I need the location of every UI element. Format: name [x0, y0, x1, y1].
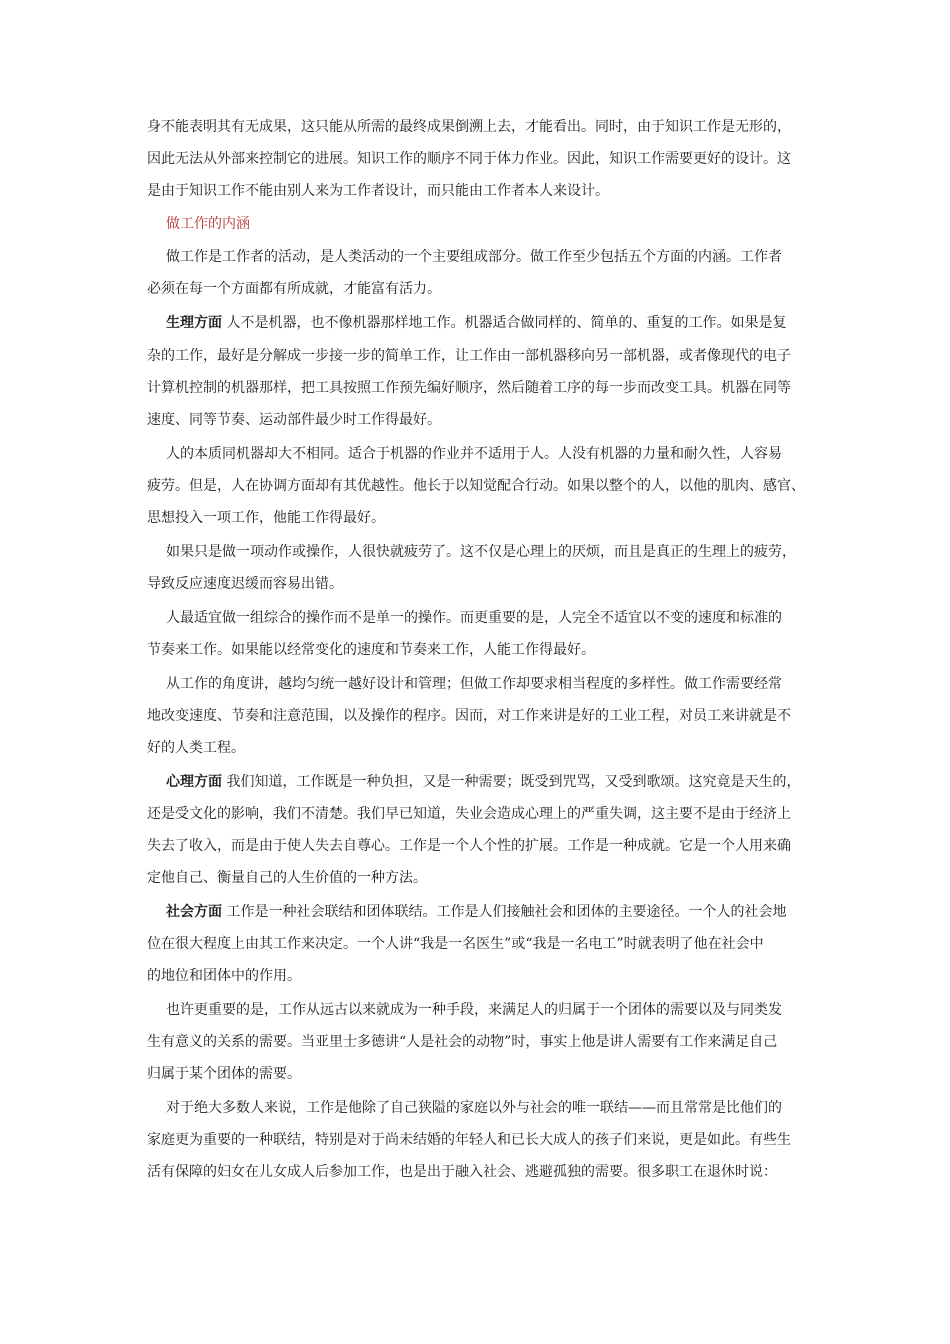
text-span: 工作是一种社会联结和团体联结。工作是人们接触社会和团体的主要途径。一个人的社会地: [222, 904, 787, 920]
text-line: 位在很大程度上由其工作来决定。一个人讲“我是一名医生”或“我是一名电工”时就表明了他在社会中: [147, 936, 764, 952]
subsection-lead: 生理方面: [166, 315, 222, 331]
text-line: 节奏来工作。如果能以经常变化的速度和节奏来工作，人能工作得最好。: [147, 642, 595, 658]
text-span: 人不是机器，也不像机器那样地工作。机器适合做同样的、简单的、重复的工作。如果是复: [222, 315, 787, 331]
text-line: 人的本质同机器却大不相同。适合于机器的作业并不适用于人。人没有机器的力量和耐久性，人容易: [166, 446, 782, 462]
text-line: 地改变速度、节奏和注意范围，以及操作的程序。因而，对工作来讲是好的工业工程，对员工来讲就是不: [147, 708, 791, 724]
text-line: 活有保障的妇女在儿女成人后参加工作，也是出于融入社会、逃避孤独的需要。很多职工在退休时说：: [147, 1164, 777, 1180]
text-line: [166, 314, 786, 332]
section-heading: 做工作的内涵: [166, 216, 250, 232]
text-line: 归属于某个团体的需要。: [147, 1066, 301, 1082]
text-line: 因此无法从外部来控制它的进展。知识工作的顺序不同于体力作业。因此，知识工作需要更好的设计。这: [147, 151, 791, 167]
text-line: 是由于知识工作不能由别人来为工作者设计，而只能由工作者本人来设计。: [147, 183, 609, 199]
text-line: 好的人类工程。: [147, 740, 245, 756]
text-line: 定他自己、衡量自己的人生价值的一种方法。: [147, 870, 427, 886]
text-line: 导致反应速度迟缓而容易出错。: [147, 576, 343, 592]
text-line: 思想投入一项工作，他能工作得最好。: [147, 510, 385, 526]
text-line: 人最适宜做一组综合的操作而不是单一的操作。而更重要的是，人完全不适宜以不变的速度和标准的: [166, 610, 782, 626]
text-line: 对于绝大多数人来说，工作是他除了自己狭隘的家庭以外与社会的唯一联结——而且常常是比他们的: [166, 1100, 782, 1116]
text-span: 我们知道，工作既是一种负担，又是一种需要；既受到咒骂，又受到歌颂。这究竟是天生的，: [222, 774, 801, 790]
text-line: 杂的工作，最好是分解成一步接一步的简单工作，让工作由一部机器移向另一部机器，或者像现代的电子: [147, 348, 791, 364]
text-line: 的地位和团体中的作用。: [147, 968, 301, 984]
text-line: 必须在每一个方面都有所成就，才能富有活力。: [147, 281, 441, 297]
text-line: [166, 903, 786, 921]
text-line: 如果只是做一项动作或操作，人很快就疲劳了。这不仅是心理上的厌烦，而且是真正的生理上的疲劳，: [166, 544, 796, 560]
subsection-lead: 心理方面: [166, 774, 222, 790]
text-line: 生有意义的关系的需要。当亚里士多德讲“人是社会的动物”时，事实上他是讲人需要有工作来满足自己: [147, 1034, 778, 1050]
text-line: 从工作的角度讲，越均匀统一越好设计和管理；但做工作却要求相当程度的多样性。做工作需要经常: [166, 676, 782, 692]
text-line: 计算机控制的机器那样，把工具按照工作预先编好顺序，然后随着工序的每一步而改变工具。机器在同等: [147, 380, 791, 396]
text-line: 速度、同等节奏、运动部件最少时工作得最好。: [147, 412, 441, 428]
text-line: 也许更重要的是，工作从远古以来就成为一种手段，来满足人的归属于一个团体的需要以及与同类发: [166, 1002, 782, 1018]
text-line: 做工作是工作者的活动，是人类活动的一个主要组成部分。做工作至少包括五个方面的内涵。工作者: [166, 249, 782, 265]
text-line: 疲劳。但是，人在协调方面却有其优越性。他长于以知觉配合行动。如果以整个的人，以他的肌肉、感官、: [147, 478, 805, 494]
subsection-lead: 社会方面: [166, 904, 222, 920]
text-line: 身不能表明其有无成果，这只能从所需的最终成果倒溯上去，才能看出。同时，由于知识工作是无形的，: [147, 119, 791, 135]
text-line: 还是受文化的影响，我们不清楚。我们早已知道，失业会造成心理上的严重失调，这主要不是由于经济上: [147, 806, 791, 822]
text-line: 失去了收入，而是由于使人失去自尊心。工作是一个人个性的扩展。工作是一种成就。它是一个人用来确: [147, 838, 791, 854]
text-line: [166, 773, 800, 791]
text-line: 家庭更为重要的一种联结，特别是对于尚未结婚的年轻人和已长大成人的孩子们来说，更是如此。有些生: [147, 1132, 791, 1148]
